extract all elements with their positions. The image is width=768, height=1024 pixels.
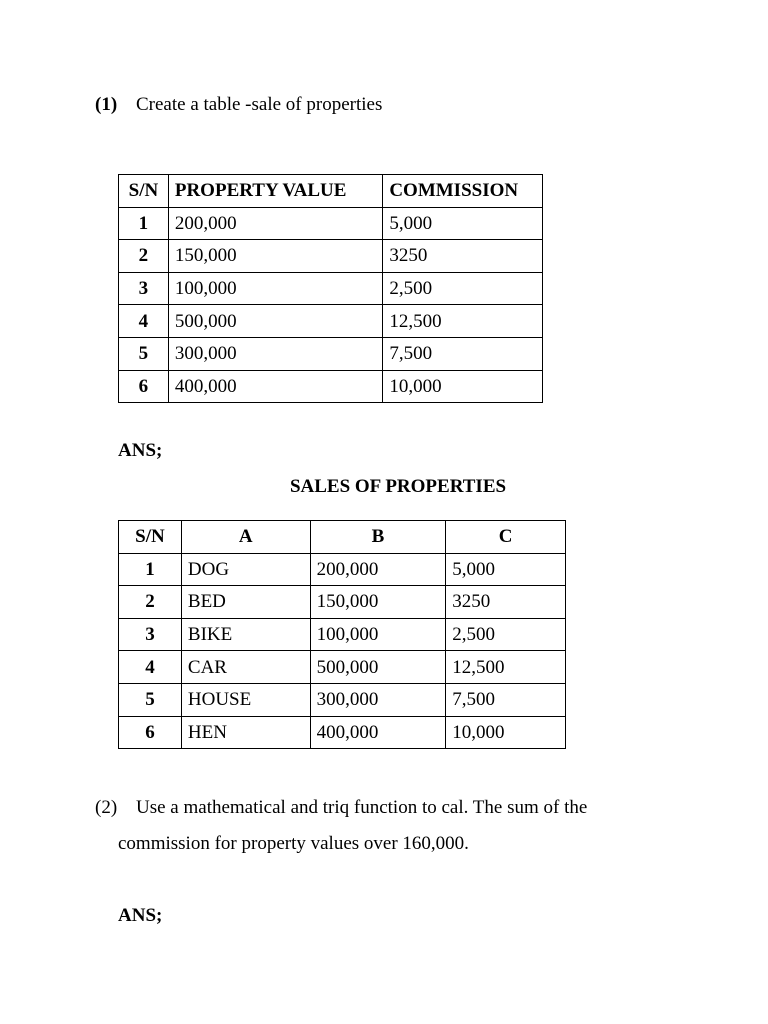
- property-value-cell: 150,000: [168, 240, 382, 273]
- property-name-cell: BED: [181, 586, 310, 619]
- property-value-cell: 500,000: [168, 305, 382, 338]
- row-serial-number: 6: [119, 370, 169, 403]
- column-header-sn: S/N: [119, 521, 182, 554]
- table-row: [119, 337, 543, 370]
- row-serial-number: 1: [119, 207, 169, 240]
- answer-1-label: ANS;: [118, 440, 163, 461]
- answer-2-label: ANS;: [118, 905, 163, 926]
- sales-of-properties-table: [118, 520, 566, 749]
- table-header-row: [119, 175, 543, 208]
- table-row: [119, 651, 566, 684]
- property-value-cell: 300,000: [310, 683, 446, 716]
- commission-cell: 7,500: [383, 337, 543, 370]
- commission-cell: 5,000: [446, 553, 566, 586]
- commission-cell: 3250: [446, 586, 566, 619]
- property-name-cell: DOG: [181, 553, 310, 586]
- row-serial-number: 1: [119, 553, 182, 586]
- property-name-cell: BIKE: [181, 618, 310, 651]
- property-value-cell: 200,000: [310, 553, 446, 586]
- question-1-text: Create a table -sale of properties: [136, 94, 383, 115]
- property-value-cell: 400,000: [310, 716, 446, 749]
- property-value-cell: 100,000: [310, 618, 446, 651]
- commission-cell: 7,500: [446, 683, 566, 716]
- commission-cell: 2,500: [446, 618, 566, 651]
- property-value-cell: 200,000: [168, 207, 382, 240]
- row-serial-number: 4: [119, 305, 169, 338]
- commission-cell: 12,500: [446, 651, 566, 684]
- table-row: [119, 370, 543, 403]
- row-serial-number: 3: [119, 272, 169, 305]
- sales-table-title: SALES OF PROPERTIES: [289, 476, 507, 497]
- table-header-row: [119, 521, 566, 554]
- question-2-number: (2): [95, 797, 118, 818]
- table-row: [119, 716, 566, 749]
- property-name-cell: CAR: [181, 651, 310, 684]
- row-serial-number: 5: [119, 683, 182, 716]
- property-value-cell: 400,000: [168, 370, 382, 403]
- table-row: [119, 305, 543, 338]
- question-2-line-1: Use a mathematical and triq function to cal. The sum of the: [136, 797, 588, 818]
- column-header-commission: COMMISSION: [383, 175, 543, 208]
- property-name-cell: HOUSE: [181, 683, 310, 716]
- property-name-cell: HEN: [181, 716, 310, 749]
- row-serial-number: 2: [119, 586, 182, 619]
- commission-cell: 5,000: [383, 207, 543, 240]
- row-serial-number: 6: [119, 716, 182, 749]
- property-value-cell: 150,000: [310, 586, 446, 619]
- question-2-line-2: commission for property values over 160,000.: [118, 833, 469, 854]
- table-row: [119, 618, 566, 651]
- table-row: [119, 553, 566, 586]
- commission-cell: 12,500: [383, 305, 543, 338]
- column-header-a: A: [181, 521, 310, 554]
- property-value-cell: 500,000: [310, 651, 446, 684]
- commission-cell: 10,000: [383, 370, 543, 403]
- column-header-c: C: [446, 521, 566, 554]
- row-serial-number: 4: [119, 651, 182, 684]
- column-header-sn: S/N: [119, 175, 169, 208]
- property-value-cell: 300,000: [168, 337, 382, 370]
- row-serial-number: 2: [119, 240, 169, 273]
- column-header-b: B: [310, 521, 446, 554]
- table-row: [119, 683, 566, 716]
- table-row: [119, 240, 543, 273]
- commission-cell: 3250: [383, 240, 543, 273]
- table-row: [119, 272, 543, 305]
- commission-cell: 2,500: [383, 272, 543, 305]
- question-1-number: (1): [95, 94, 118, 115]
- column-header-property-value: PROPERTY VALUE: [168, 175, 382, 208]
- commission-cell: 10,000: [446, 716, 566, 749]
- property-commission-table: [118, 174, 543, 403]
- row-serial-number: 5: [119, 337, 169, 370]
- table-row: [119, 207, 543, 240]
- property-value-cell: 100,000: [168, 272, 382, 305]
- table-row: [119, 586, 566, 619]
- row-serial-number: 3: [119, 618, 182, 651]
